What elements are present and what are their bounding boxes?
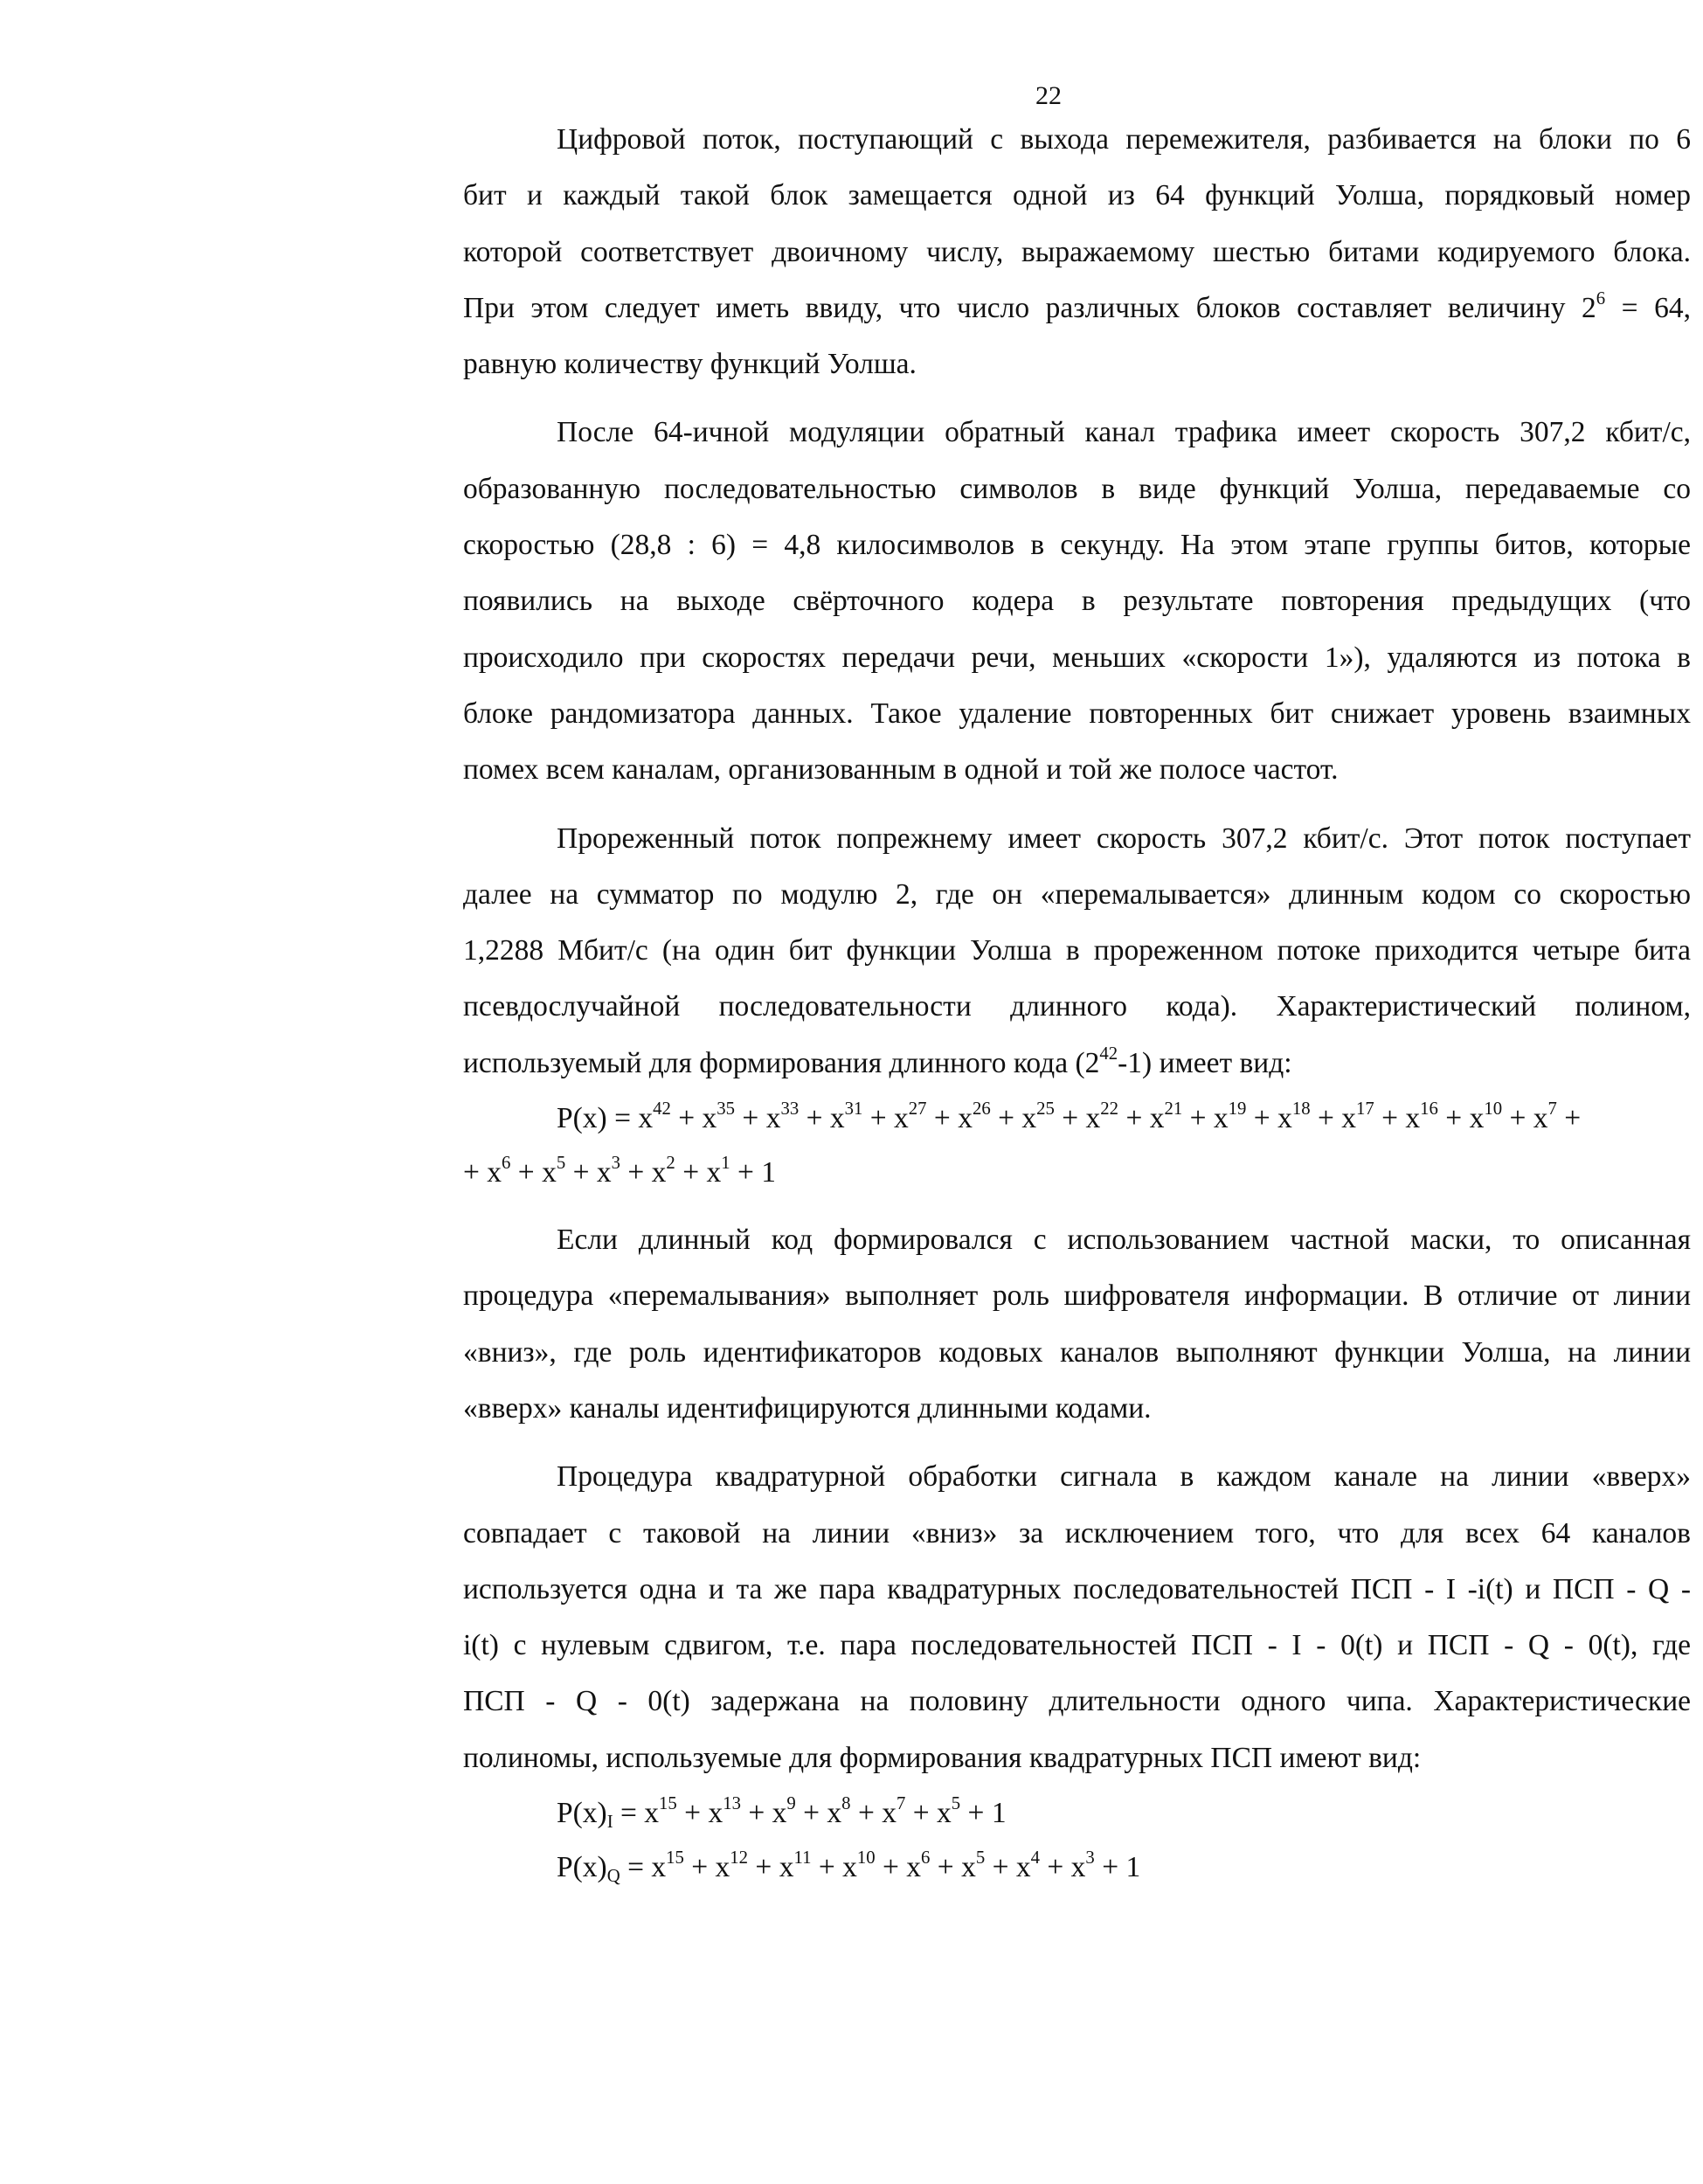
text-fragment: используемый для формирования длинного кода (2 xyxy=(463,1046,1100,1079)
formula-constant: 1 xyxy=(1125,1851,1141,1884)
polynomial-term xyxy=(596,1153,621,1189)
polynomial-term xyxy=(1533,1099,1557,1135)
term-base: x xyxy=(651,1156,667,1189)
plus-sign: + xyxy=(1246,1102,1278,1135)
formula-lhs: P(x) = xyxy=(557,1102,639,1135)
plus-sign: + xyxy=(1182,1102,1214,1135)
term-exponent: 16 xyxy=(1420,1099,1438,1120)
formula-subscript: I xyxy=(606,1811,613,1832)
term-base: x xyxy=(1149,1102,1165,1135)
term-base: x xyxy=(1405,1102,1421,1135)
term-exponent: 33 xyxy=(780,1099,800,1120)
term-base: x xyxy=(1015,1851,1031,1884)
term-exponent: 10 xyxy=(856,1848,876,1869)
plus-sign: + xyxy=(990,1102,1022,1135)
term-base: x xyxy=(937,1797,952,1830)
paragraph-quadrature xyxy=(463,1449,1703,1786)
formula-lhs: P(x) xyxy=(557,1797,607,1830)
polynomial-term xyxy=(651,1153,675,1189)
term-exponent: 11 xyxy=(793,1848,812,1869)
polynomial-term xyxy=(829,1099,863,1135)
text-line: i(t) с нулевым сдвигом, т.е. пара последовательностей ПСП - I - 0(t) и ПСП - Q - 0(t), где xyxy=(463,1629,1691,1662)
plus-sign: + xyxy=(748,1851,779,1884)
polynomial-term xyxy=(1469,1099,1503,1135)
text-line: Цифровой поток, поступающий с выхода перемежителя, разбивается на блоки по 6 xyxy=(557,123,1691,156)
plus-sign: + xyxy=(985,1851,1016,1884)
term-exponent: 6 xyxy=(502,1153,511,1174)
term-exponent: 7 xyxy=(896,1793,906,1814)
plus-sign: + xyxy=(850,1797,883,1830)
polynomial-term xyxy=(1341,1099,1374,1135)
text-line: помех всем каналам, организованным в одной и той же полосе частот. xyxy=(463,753,1339,787)
text-fragment: -1) имеет вид: xyxy=(1118,1046,1292,1079)
term-exponent: 27 xyxy=(908,1099,927,1120)
text-line: ПСП - Q - 0(t) задержана на половину длительности одного чипа. Характеристические xyxy=(463,1685,1691,1718)
term-base: x xyxy=(596,1156,612,1189)
term-exponent: 31 xyxy=(844,1099,863,1120)
polynomial-term xyxy=(1149,1099,1183,1135)
term-base: x xyxy=(1021,1102,1037,1135)
text-line: полиномы, используемые для формирования квадратурных ПСП имеют вид: xyxy=(463,1741,1422,1774)
plus-sign: + xyxy=(1310,1102,1342,1135)
polynomial-term xyxy=(882,1793,906,1830)
plus-sign: + xyxy=(875,1851,907,1884)
term-exponent: 18 xyxy=(1291,1099,1311,1120)
plus-sign: + xyxy=(1502,1102,1533,1135)
term-exponent: 15 xyxy=(659,1793,677,1814)
plus-sign: + xyxy=(1437,1102,1470,1135)
polynomial-term xyxy=(827,1793,851,1830)
plus-sign: + xyxy=(670,1102,703,1135)
plus-sign: + xyxy=(1118,1102,1150,1135)
term-base: x xyxy=(829,1102,845,1135)
term-base: x xyxy=(638,1102,654,1135)
text-line: процедура «перемалывания» выполняет роль шифрователя информации. В отличие от линии xyxy=(463,1279,1691,1313)
text-line: Прореженный поток попрежнему имеет скорость 307,2 кбит/с. Этот поток поступает xyxy=(557,822,1691,855)
text-line: 1,2288 Мбит/с (на один бит функции Уолша в прореженном потоке приходится четыре бита xyxy=(463,934,1691,967)
polynomial-term xyxy=(1021,1099,1055,1135)
term-base: x xyxy=(894,1102,909,1135)
term-exponent: 22 xyxy=(1100,1099,1119,1120)
text-line: равную количеству функций Уолша. xyxy=(463,348,917,381)
page-number: 22 xyxy=(1035,81,1062,110)
plus-sign: + xyxy=(1054,1102,1086,1135)
term-exponent: 9 xyxy=(786,1793,796,1814)
equals-sign: = xyxy=(620,1851,652,1884)
term-exponent: 35 xyxy=(717,1099,736,1120)
exponent: 42 xyxy=(1099,1043,1118,1064)
text-line-with-exponent xyxy=(463,281,1691,336)
formula-constant: 1 xyxy=(761,1156,777,1189)
term-base: x xyxy=(708,1797,723,1830)
polynomial-term xyxy=(894,1099,927,1135)
term-base: x xyxy=(1277,1102,1292,1135)
plus-sign: + xyxy=(926,1102,959,1135)
polynomial-term xyxy=(772,1793,796,1830)
polynomial-term xyxy=(1405,1099,1438,1135)
polynomial-term xyxy=(708,1793,741,1830)
plus-sign: + xyxy=(1374,1102,1406,1135)
term-exponent: 19 xyxy=(1228,1099,1247,1120)
text-line: далее на сумматор по модулю 2, где он «перемалывается» длинным кодом со скоростью xyxy=(463,877,1691,911)
polynomial-term xyxy=(1277,1099,1311,1135)
term-base: x xyxy=(651,1851,667,1884)
polynomial-term xyxy=(542,1153,566,1189)
term-exponent: 15 xyxy=(666,1848,684,1869)
term-exponent: 3 xyxy=(611,1153,621,1174)
polynomial-term xyxy=(644,1793,677,1830)
paragraph-long-code xyxy=(463,811,1703,1092)
term-base: x xyxy=(644,1797,660,1830)
polynomial-term xyxy=(702,1099,736,1135)
plus-sign: + xyxy=(960,1797,992,1830)
term-exponent: 25 xyxy=(1036,1099,1055,1120)
text-line: используется одна и та же пара квадратурных последовательностей ПСП - I -i(t) и ПСП - Q - xyxy=(463,1572,1691,1605)
term-base: x xyxy=(842,1851,857,1884)
polynomial-term xyxy=(961,1848,986,1884)
term-exponent: 21 xyxy=(1164,1099,1183,1120)
polynomial-term xyxy=(1085,1099,1119,1135)
term-exponent: 3 xyxy=(1085,1848,1095,1869)
polynomial-term xyxy=(906,1848,931,1884)
text-line: Процедура квадратурной обработки сигнала в каждом канале на линии «вверх» xyxy=(557,1460,1691,1494)
term-base: x xyxy=(1085,1102,1101,1135)
term-exponent: 5 xyxy=(975,1848,986,1869)
term-base: x xyxy=(542,1156,557,1189)
term-exponent: 26 xyxy=(972,1099,991,1120)
quadrature-polynomials xyxy=(463,1786,1703,1895)
term-base: x xyxy=(706,1156,722,1189)
term-base: x xyxy=(715,1851,730,1884)
text-line: происходило при скоростях передачи речи, меньших «скорости 1»), удаляются из потока в xyxy=(463,641,1691,674)
term-exponent: 10 xyxy=(1484,1099,1503,1120)
equals-sign: = xyxy=(613,1797,645,1830)
text-line: псевдослучайной последовательности длинного кода). Характеристический полином, xyxy=(463,990,1691,1023)
term-exponent: 6 xyxy=(921,1848,931,1869)
polynomial-term xyxy=(651,1848,684,1884)
term-base: x xyxy=(1213,1102,1229,1135)
term-base: x xyxy=(961,1851,976,1884)
plus-sign: + xyxy=(1556,1102,1582,1135)
term-base: x xyxy=(906,1851,922,1884)
text-line: «вверх» каналы идентифицируются длинными кодами. xyxy=(463,1391,1152,1425)
term-base: x xyxy=(772,1797,787,1830)
polynomial-term xyxy=(937,1793,961,1830)
term-base: x xyxy=(882,1797,896,1830)
plus-sign: + xyxy=(463,1156,488,1189)
polynomial-term xyxy=(1070,1848,1095,1884)
formula-pq xyxy=(463,1841,1691,1895)
plus-sign: + xyxy=(620,1156,652,1189)
text-line: «вниз», где роль идентификаторов кодовых каналов выполняют функции Уолша, на линии xyxy=(463,1335,1691,1369)
formula-line-2 xyxy=(463,1146,1691,1200)
paragraph-scrambling xyxy=(463,1212,1703,1437)
polynomial-term xyxy=(638,1099,671,1135)
term-exponent: 1 xyxy=(721,1153,730,1174)
term-base: x xyxy=(702,1102,717,1135)
term-exponent: 12 xyxy=(730,1848,749,1869)
polynomial-term xyxy=(706,1153,730,1189)
long-code-polynomial xyxy=(463,1092,1703,1200)
plus-sign: + xyxy=(735,1102,766,1135)
plus-sign: + xyxy=(862,1102,895,1135)
plus-sign: + xyxy=(811,1851,843,1884)
plus-sign: + xyxy=(675,1156,707,1189)
text-line: блоке рандомизатора данных. Такое удаление повторенных бит снижает уровень взаимных xyxy=(463,697,1691,730)
text-line: которой соответствует двоичному числу, выражаемому шестью битами кодируемого блока. xyxy=(463,235,1691,268)
term-exponent: 5 xyxy=(556,1153,566,1174)
formula-line-1 xyxy=(463,1092,1691,1146)
text-line: После 64-ичной модуляции обратный канал трафика имеет скорость 307,2 кбит/с, xyxy=(557,416,1691,449)
plus-sign: + xyxy=(683,1851,716,1884)
term-base: x xyxy=(765,1102,781,1135)
exponent: 6 xyxy=(1596,288,1606,309)
term-base: x xyxy=(1341,1102,1356,1135)
term-exponent: 7 xyxy=(1547,1099,1557,1120)
plus-sign: + xyxy=(676,1797,709,1830)
polynomial-term xyxy=(487,1153,511,1189)
plus-sign: + xyxy=(730,1156,762,1189)
polynomial-term xyxy=(765,1099,800,1135)
plus-sign: + xyxy=(905,1797,938,1830)
paragraph-walsh-blocks xyxy=(463,112,1703,392)
term-exponent: 13 xyxy=(723,1793,741,1814)
text-line: образованную последовательностью символов в виде функций Уолша, передаваемые со xyxy=(463,472,1691,505)
polynomial-term xyxy=(842,1848,876,1884)
term-base: x xyxy=(1070,1851,1086,1884)
text-line: Если длинный код формировался с использованием частной маски, то описанная xyxy=(557,1224,1691,1257)
formula-lhs: P(x) xyxy=(557,1851,607,1884)
plus-sign: + xyxy=(740,1797,772,1830)
term-exponent: 4 xyxy=(1030,1848,1041,1869)
plus-sign: + xyxy=(795,1797,827,1830)
formula-subscript: Q xyxy=(606,1865,620,1886)
plus-sign: + xyxy=(510,1156,543,1189)
paragraph-reverse-channel xyxy=(463,405,1703,798)
text-line-with-exponent xyxy=(463,1036,1691,1092)
term-base: x xyxy=(958,1102,973,1135)
text-line: появились на выходе свёрточного кодера в результате повторения предыдущих (что xyxy=(463,585,1691,618)
document-body xyxy=(463,112,1703,1895)
term-exponent: 17 xyxy=(1355,1099,1374,1120)
plus-sign: + xyxy=(1040,1851,1071,1884)
polynomial-term xyxy=(715,1848,749,1884)
term-exponent: 2 xyxy=(666,1153,675,1174)
term-base: x xyxy=(1533,1102,1548,1135)
term-exponent: 8 xyxy=(841,1793,851,1814)
plus-sign: + xyxy=(1094,1851,1126,1884)
term-exponent: 42 xyxy=(653,1099,671,1120)
text-fragment: При этом следует иметь ввиду, что число различных блоков составляет величину 2 xyxy=(463,291,1596,324)
polynomial-term xyxy=(958,1099,991,1135)
plus-sign: + xyxy=(565,1156,597,1189)
term-base: x xyxy=(1469,1102,1485,1135)
term-base: x xyxy=(779,1851,794,1884)
term-exponent: 5 xyxy=(951,1793,961,1814)
text-line: совпадает с таковой на линии «вниз» за исключением того, что для всех 64 каналов xyxy=(463,1516,1691,1550)
plus-sign: + xyxy=(930,1851,962,1884)
formula-constant: 1 xyxy=(991,1797,1007,1830)
formula-pi xyxy=(463,1786,1691,1841)
text-fragment: = 64, xyxy=(1605,291,1691,324)
term-base: x xyxy=(827,1797,842,1830)
polynomial-term xyxy=(1213,1099,1247,1135)
polynomial-term xyxy=(779,1848,812,1884)
polynomial-term xyxy=(1015,1848,1041,1884)
term-base: x xyxy=(487,1156,502,1189)
text-line: скоростью (28,8 : 6) = 4,8 килосимволов в секунду. На этом этапе группы битов, которые xyxy=(463,529,1691,562)
plus-sign: + xyxy=(799,1102,830,1135)
text-line: бит и каждый такой блок замещается одной из 64 функций Уолша, порядковый номер xyxy=(463,179,1691,212)
